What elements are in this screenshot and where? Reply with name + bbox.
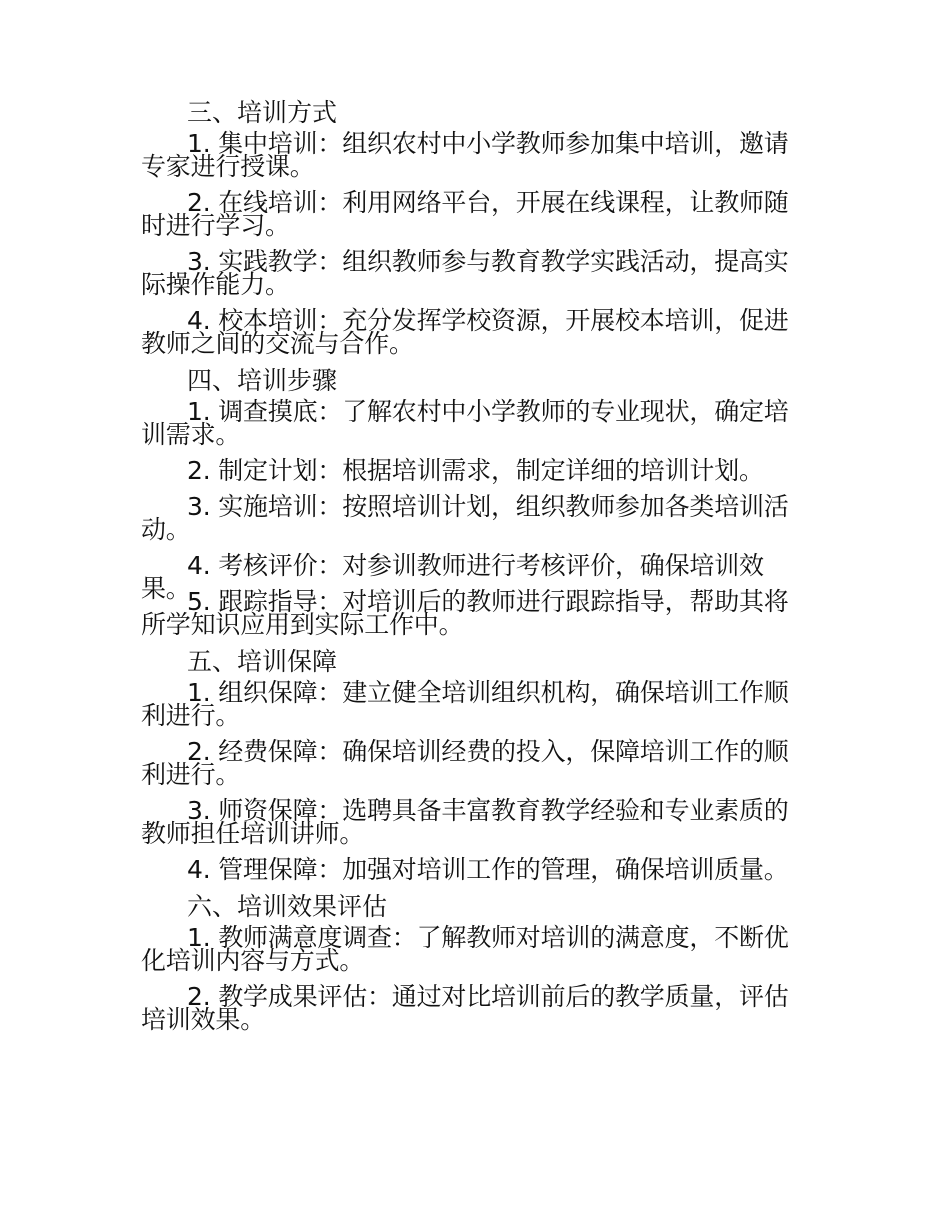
list-item: 3. 实施培训：按照培训计划，组织教师参加各类培训活动。 xyxy=(141,492,789,544)
list-item: 5. 跟踪指导：对培训后的教师进行跟踪指导，帮助其将所学知识应用到实际工作中。 xyxy=(141,587,789,639)
list-item: 1. 调查摸底：了解农村中小学教师的专业现状，确定培训需求。 xyxy=(141,397,789,449)
list-item: 2. 制定计划：根据培训需求，制定详细的培训计划。 xyxy=(187,456,764,485)
list-item: 4. 考核评价：对参训教师进行考核评价，确保培训效果。 xyxy=(141,551,764,603)
list-item: 1. 教师满意度调查：了解教师对培训的满意度，不断优化培训内容与方式。 xyxy=(141,923,789,975)
list-item: 4. 管理保障：加强对培训工作的管理，确保培训质量。 xyxy=(187,855,789,884)
list-item: 3. 实践教学：组织教师参与教育教学实践活动，提高实际操作能力。 xyxy=(141,247,789,299)
list-item: 1. 集中培训：组织农村中小学教师参加集中培训，邀请专家进行授课。 xyxy=(141,129,789,181)
list-item: 2. 经费保障：确保培训经费的投入，保障培训工作的顺利进行。 xyxy=(141,737,789,789)
list-item: 2. 教学成果评估：通过对比培训前后的教学质量，评估培训效果。 xyxy=(141,982,789,1034)
section-heading-training-evaluation: 六、培训效果评估 xyxy=(187,892,388,921)
document-page xyxy=(141,100,811,1044)
section-heading-training-methods: 三、培训方式 xyxy=(187,98,338,127)
section-heading-training-steps: 四、培训步骤 xyxy=(187,366,338,395)
list-item: 2. 在线培训：利用网络平台，开展在线课程，让教师随时进行学习。 xyxy=(141,188,789,240)
list-item: 3. 师资保障：选聘具备丰富教育教学经验和专业素质的教师担任培训讲师。 xyxy=(141,796,789,848)
list-item: 1. 组织保障：建立健全培训组织机构，确保培训工作顺利进行。 xyxy=(141,678,789,730)
list-item: 4. 校本培训：充分发挥学校资源，开展校本培训，促进教师之间的交流与合作。 xyxy=(141,306,789,358)
section-heading-training-guarantee: 五、培训保障 xyxy=(187,647,338,676)
